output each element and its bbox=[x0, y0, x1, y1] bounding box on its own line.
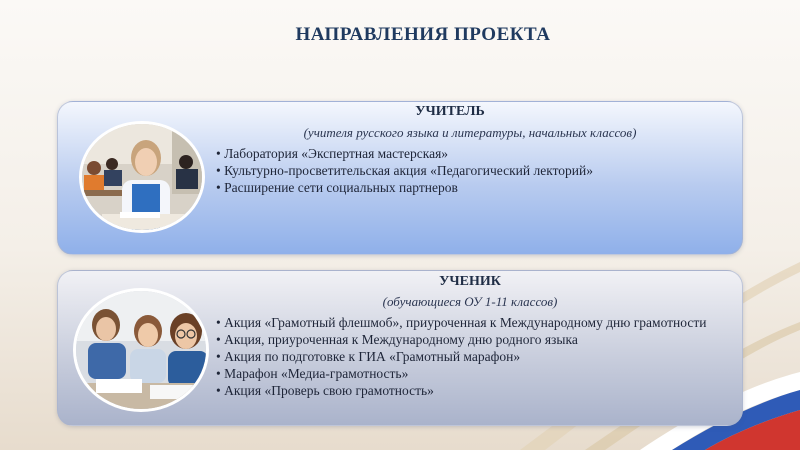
student-heading: УЧЕНИК bbox=[439, 274, 501, 289]
teacher-list bbox=[216, 145, 736, 196]
teacher-subheading: (учителя русского языка и литературы, начальных классов) bbox=[303, 125, 637, 140]
list-item: • Акция «Проверь свою грамотность» bbox=[216, 382, 736, 399]
list-item: • Культурно-просветительская акция «Педагогический лекторий» bbox=[216, 162, 736, 179]
list-item: • Акция, приуроченная к Международному дню родного языка bbox=[216, 331, 736, 348]
list-item: • Акция по подготовке к ГИА «Грамотный марафон» bbox=[216, 348, 736, 365]
list-item: • Акция «Грамотный флешмоб», приуроченная к Международному дню грамотности bbox=[216, 314, 736, 331]
list-item: • Лаборатория «Экспертная мастерская» bbox=[216, 145, 736, 162]
student-subheading: (обучающиеся ОУ 1-11 классов) bbox=[382, 294, 558, 309]
student-list bbox=[216, 314, 736, 399]
list-item: • Расширение сети социальных партнеров bbox=[216, 179, 736, 196]
teacher-heading: УЧИТЕЛЬ bbox=[415, 104, 485, 119]
student-photo bbox=[73, 288, 209, 412]
teacher-photo bbox=[79, 121, 205, 233]
list-item: • Марафон «Медиа-грамотность» bbox=[216, 365, 736, 382]
page-title: НАПРАВЛЕНИЯ ПРОЕКТА bbox=[295, 24, 551, 45]
